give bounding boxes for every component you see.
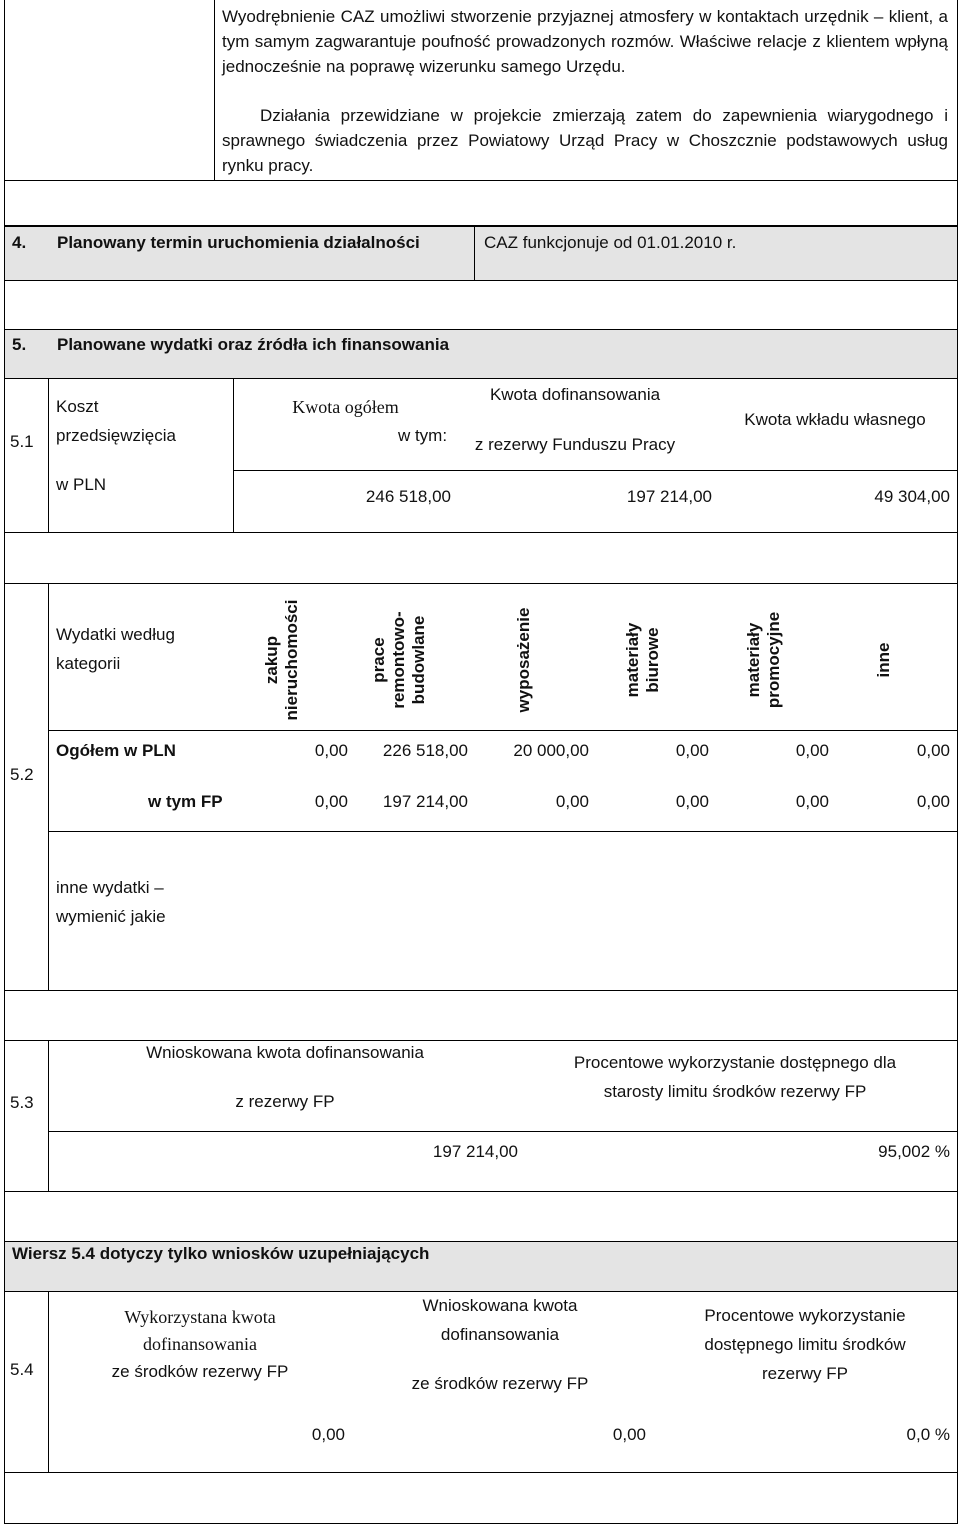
row-5-4-col2-line2: dofinansowania xyxy=(440,1325,560,1344)
note-5-4: Wiersz 5.4 dotyczy tylko wniosków uzupełniających xyxy=(12,1244,430,1263)
category-header: materiały biurowe xyxy=(623,622,662,698)
col-fp-header-line2: z rezerwy Funduszu Pracy xyxy=(474,435,676,454)
row-5-4-col3-line1: Procentowe wykorzystanie xyxy=(704,1306,906,1325)
row-5-1-label-line1: Koszt xyxy=(56,397,99,416)
row-5-4-value2: 0,00 xyxy=(612,1425,646,1444)
category-header: materiały promocyjne xyxy=(744,611,783,709)
fp-value: 0,00 xyxy=(555,792,589,811)
total-value: 20 000,00 xyxy=(513,741,589,760)
row-5-4-col2-line1: Wnioskowana kwota xyxy=(422,1296,578,1315)
category-header: prace remontowo- budowlane xyxy=(369,611,428,709)
other-expenses-line1: inne wydatki – xyxy=(56,878,164,897)
row-5-4-col3-line3: rezerwy FP xyxy=(762,1364,848,1383)
row-5-4-value1: 0,00 xyxy=(311,1425,345,1444)
fp-value: 197 214,00 xyxy=(382,792,468,811)
row-5-4-col3-line2: dostępnego limitu środków xyxy=(704,1335,906,1354)
row-5-4-col1-line2: dofinansowania xyxy=(143,1334,257,1354)
section-5-title: Planowane wydatki oraz źródła ich finansowania xyxy=(57,335,450,354)
total-row-label: Ogółem w PLN xyxy=(56,741,176,760)
row-5-1-own: 49 304,00 xyxy=(874,487,950,506)
section-4-title: Planowany termin uruchomienia działalności xyxy=(57,233,420,252)
row-5-1-fp: 197 214,00 xyxy=(626,487,712,506)
row-5-1-number: 5.1 xyxy=(10,432,34,451)
fp-value: 0,00 xyxy=(795,792,829,811)
total-value: 226 518,00 xyxy=(382,741,468,760)
spacer-row xyxy=(4,1191,958,1242)
total-value: 0,00 xyxy=(314,741,348,760)
category-header: wyposażenie xyxy=(514,607,533,713)
row-5-3-value2: 95,002 % xyxy=(878,1142,950,1161)
fp-row-label: w tym FP xyxy=(148,792,223,811)
intro-paragraph-1: Wyodrębnienie CAZ umożliwi stworzenie przyjaznej atmosfery w kontaktach urzędnik – klient, a tym samym zagwarantuje poufność prowadzonych rozmów. Właściwe relacje z klientem wpłyną jednocześnie na poprawę wizerunku samego Urzędu. xyxy=(222,7,948,76)
row-5-4-col1-line3: ze środków rezerwy FP xyxy=(111,1362,289,1381)
fp-value: 0,00 xyxy=(675,792,709,811)
row-5-3-number: 5.3 xyxy=(10,1093,34,1112)
spacer-row xyxy=(4,532,958,584)
fp-value: 0,00 xyxy=(314,792,348,811)
row-5-4-value3: 0,0 % xyxy=(906,1425,950,1444)
row-5-3-col1-line1: Wnioskowana kwota dofinansowania xyxy=(146,1043,424,1062)
total-value: 0,00 xyxy=(675,741,709,760)
other-expenses-line2: wymienić jakie xyxy=(56,907,166,926)
col-fp-header-line1: Kwota dofinansowania xyxy=(489,385,661,404)
row-5-3-col2-line2: starosty limitu środków rezerwy FP xyxy=(603,1082,867,1101)
spacer-row xyxy=(4,1472,958,1524)
col-total-subheader: w tym: xyxy=(397,426,448,445)
row-5-4-col1-line1: Wykorzystana kwota xyxy=(124,1307,276,1327)
section-4-value: CAZ funkcjonuje od 01.01.2010 r. xyxy=(484,233,737,252)
category-header: inne xyxy=(874,642,893,678)
row-5-3-col1-line2: z rezerwy FP xyxy=(235,1092,335,1111)
section-4-number: 4. xyxy=(12,233,27,252)
row-5-1-label-line3: w PLN xyxy=(56,475,107,494)
fp-value: 0,00 xyxy=(916,792,950,811)
row-5-3-col2-line1: Procentowe wykorzystanie dostępnego dla xyxy=(573,1053,897,1072)
section-5-number: 5. xyxy=(12,335,27,354)
row-5-1-label-line2: przedsięwzięcia xyxy=(56,426,176,445)
total-value: 0,00 xyxy=(795,741,829,760)
row-5-1-total: 246 518,00 xyxy=(365,487,451,506)
spacer-row xyxy=(4,280,958,330)
intro-paragraph-2: Działania przewidziane w projekcie zmierzają zatem do zapewnienia wiarygodnego i sprawnego świadczenia przez Powiatowy Urząd Pracy w Choszcznie podstawowych usług rynku pracy. xyxy=(222,106,948,175)
col-total-header: Kwota ogółem xyxy=(292,397,399,417)
row-5-4-number: 5.4 xyxy=(10,1360,34,1379)
categories-label-line1: Wydatki według xyxy=(56,625,175,644)
row-5-4-col2-line3: ze środków rezerwy FP xyxy=(411,1374,589,1393)
row-5-2-number: 5.2 xyxy=(10,765,34,784)
total-value: 0,00 xyxy=(916,741,950,760)
category-header: zakup nieruchomości xyxy=(262,599,301,721)
row-5-3-value1: 197 214,00 xyxy=(432,1142,518,1161)
categories-label-line2: kategorii xyxy=(56,654,121,673)
col-own-header: Kwota wkładu własnego xyxy=(744,410,926,429)
spacer-row xyxy=(4,990,958,1041)
